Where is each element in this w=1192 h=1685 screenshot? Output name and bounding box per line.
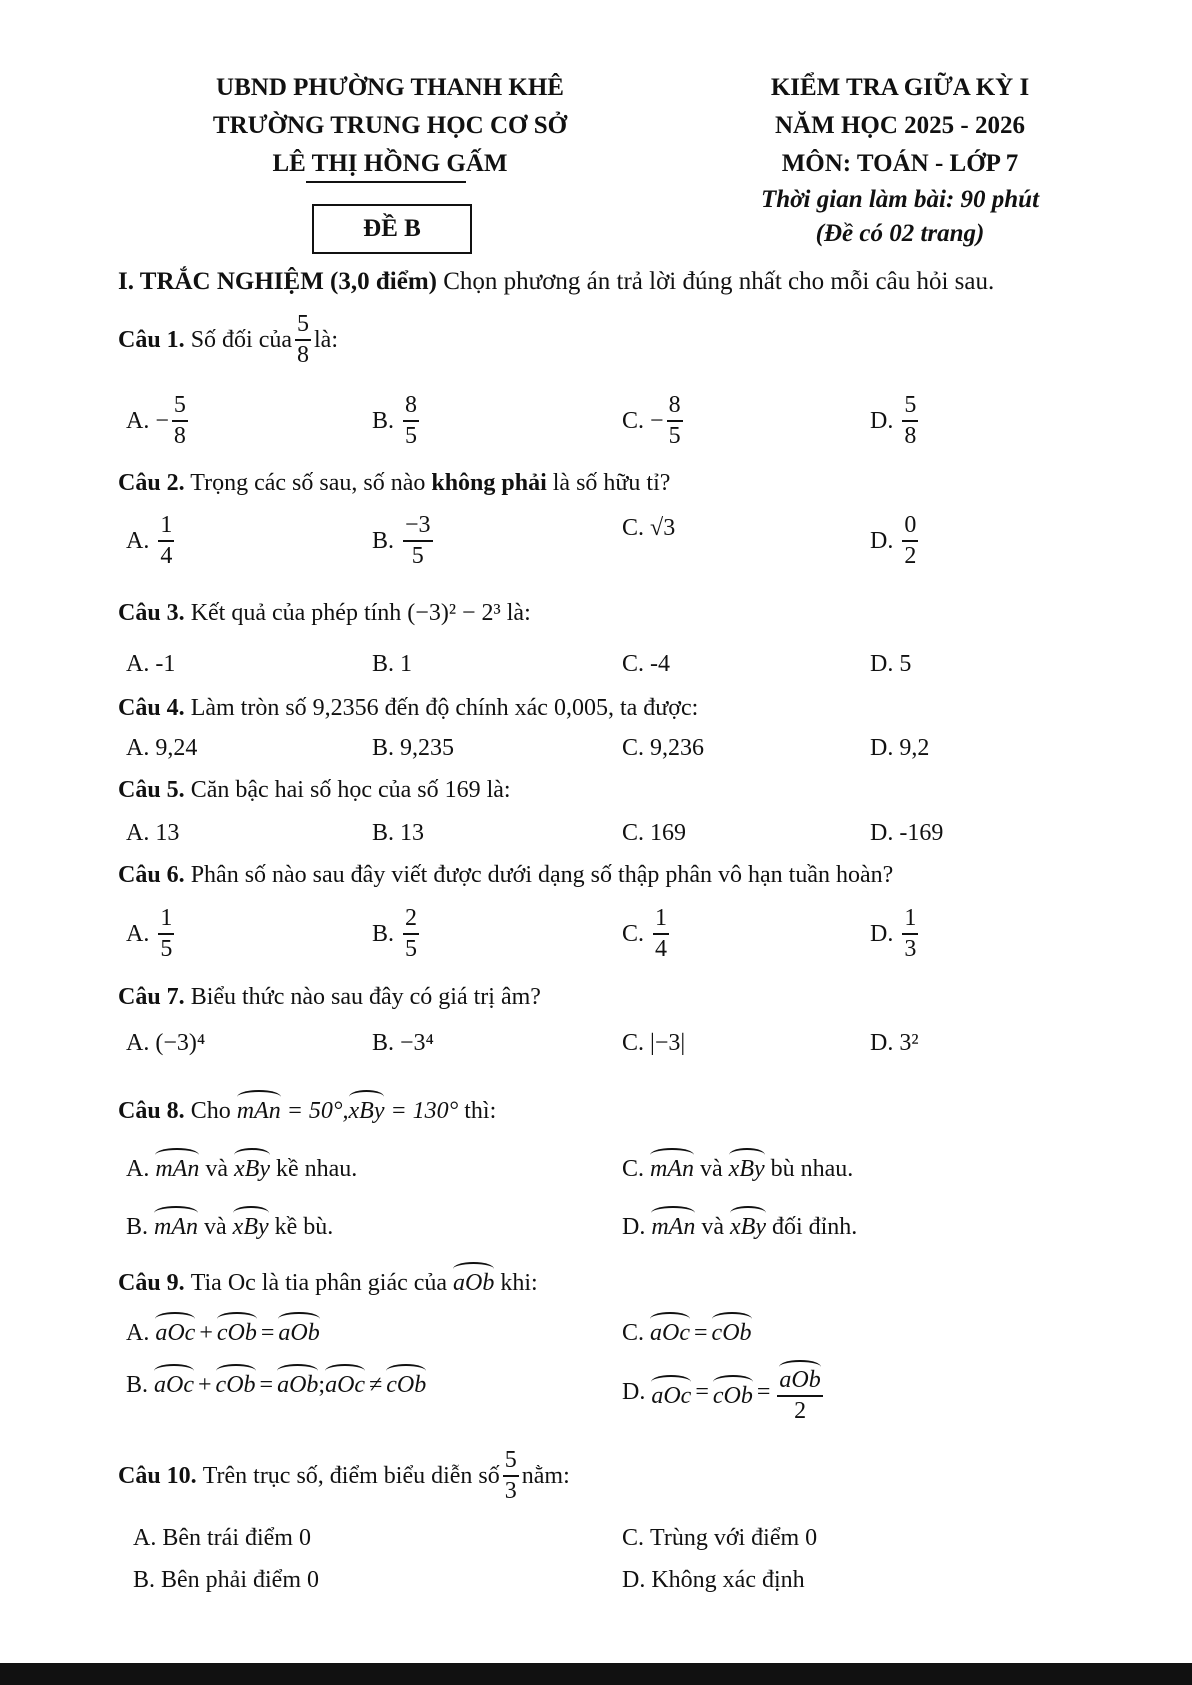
q4-c-value: 9,236 xyxy=(650,735,705,761)
q7-d-label: D. xyxy=(870,1030,894,1056)
q3-c-value: -4 xyxy=(650,651,671,677)
q3-expression: (−3)² − 2³ xyxy=(407,600,501,626)
q8-value-1: = 50°, xyxy=(286,1098,349,1124)
q4-option-d[interactable] xyxy=(870,735,929,762)
q6-b-label: B. xyxy=(372,920,395,947)
q7-b-label: B. xyxy=(372,1030,395,1056)
q2-option-c[interactable] xyxy=(622,515,675,542)
q7-a-label: A. xyxy=(126,1030,150,1056)
q9-d-aob: aOb xyxy=(779,1360,820,1393)
q6-c-frac xyxy=(653,906,669,962)
q9-c-cob: cOb xyxy=(712,1312,752,1347)
q10-d-value: Không xác định xyxy=(651,1567,805,1593)
q1-option-c[interactable] xyxy=(622,393,686,449)
q8-d-label: D. xyxy=(622,1214,646,1240)
q2-bold: không phải xyxy=(431,470,547,496)
q8-d-angle-xby: xBy xyxy=(730,1206,766,1241)
q8-option-b[interactable] xyxy=(126,1206,333,1241)
q8-b-relation: kề bù. xyxy=(274,1214,334,1240)
q3-option-d[interactable] xyxy=(870,651,911,678)
q1-option-a[interactable] xyxy=(126,393,191,449)
q4-b-value: 9,235 xyxy=(400,735,455,761)
q9-option-b[interactable] xyxy=(126,1364,426,1399)
q9-b-aoc: aOc xyxy=(154,1364,194,1399)
exam-code-box: ĐỀ B xyxy=(312,204,472,254)
q8-b-angle-man: mAn xyxy=(154,1206,198,1241)
q1-text-after: là: xyxy=(314,326,339,353)
q8-d-and: và xyxy=(701,1214,724,1240)
q8-label: Câu 8. xyxy=(118,1098,185,1124)
q9-c-aoc: aOc xyxy=(650,1312,690,1347)
q6-d-label: D. xyxy=(870,920,894,947)
q9-c-eq: = xyxy=(694,1320,708,1346)
q3-option-c[interactable] xyxy=(622,651,670,678)
q1-option-b[interactable] xyxy=(372,393,422,449)
q1-a-label: A. xyxy=(126,407,150,434)
q3-option-a[interactable] xyxy=(126,651,175,678)
q1-b-den: 5 xyxy=(405,423,418,450)
q2-b-label: B. xyxy=(372,527,395,554)
q6-d-frac xyxy=(902,906,918,962)
q9-b-cob: cOb xyxy=(216,1364,256,1399)
q8-c-and: và xyxy=(700,1156,723,1182)
q8-c-label: C. xyxy=(622,1156,645,1182)
q5-b-label: B. xyxy=(372,820,395,846)
q3-b-label: B. xyxy=(372,651,395,677)
q1-c-label: C. xyxy=(622,407,645,434)
header-subject: MÔN: TOÁN - LỚP 7 xyxy=(781,150,1019,177)
header-ubnd: UBND PHƯỜNG THANH KHÊ xyxy=(216,74,564,101)
section-instruction: Chọn phương án trả lời đúng nhất cho mỗi câu hỏi sau. xyxy=(443,268,995,295)
question-4 xyxy=(118,695,698,722)
q9-b-label: B. xyxy=(126,1372,149,1398)
q9-b-neq: ≠ xyxy=(369,1372,383,1398)
q5-option-b[interactable] xyxy=(372,820,424,847)
q8-c-angle-man: mAn xyxy=(650,1148,694,1183)
q8-c-relation: bù nhau. xyxy=(770,1156,854,1182)
q9-d-frac xyxy=(777,1360,822,1424)
question-1 xyxy=(118,312,338,368)
q9-option-d[interactable] xyxy=(622,1360,826,1424)
question-2 xyxy=(118,470,670,497)
q9-label: Câu 9. xyxy=(118,1270,185,1296)
q8-a-angle-man: mAn xyxy=(155,1148,199,1183)
q6-b-den: 5 xyxy=(405,936,418,963)
q2-text-before: Trọng các số sau, số nào xyxy=(190,470,426,496)
q2-option-b[interactable] xyxy=(372,513,436,569)
header-pages: (Đề có 02 trang) xyxy=(815,220,985,247)
q8-d-angle-man: mAn xyxy=(651,1206,695,1241)
q7-c-value: |−3| xyxy=(650,1030,686,1056)
q10-b-label: B. xyxy=(133,1567,156,1593)
q9-c-label: C. xyxy=(622,1320,645,1346)
q9-d-eq: = xyxy=(695,1378,709,1405)
q4-b-label: B. xyxy=(372,735,395,761)
q3-text-after: là: xyxy=(506,600,531,626)
q2-text-after: là số hữu tỉ? xyxy=(552,470,671,496)
q4-option-a[interactable] xyxy=(126,735,197,762)
q7-option-c[interactable] xyxy=(622,1030,685,1057)
q1-c-sign: − xyxy=(650,407,664,434)
q7-d-value: 3² xyxy=(899,1030,919,1056)
q9-d-aoc: aOc xyxy=(651,1375,691,1410)
q9-text-after: khi: xyxy=(500,1270,538,1296)
q2-option-a[interactable] xyxy=(126,513,177,569)
q1-frac-den: 8 xyxy=(297,342,310,369)
q3-a-label: A. xyxy=(126,651,150,677)
q1-a-sign: − xyxy=(155,407,169,434)
q1-c-frac xyxy=(667,393,683,449)
q6-label: Câu 6. xyxy=(118,862,185,888)
q9-d-cob: cOb xyxy=(713,1375,753,1410)
q9-b-eq: = xyxy=(259,1372,274,1398)
q4-d-label: D. xyxy=(870,735,894,761)
question-5 xyxy=(118,777,511,804)
header-school-line1: TRƯỜNG TRUNG HỌC CƠ SỞ xyxy=(212,112,568,139)
q2-d-frac xyxy=(902,513,918,569)
q9-a-aoc: aOc xyxy=(155,1312,195,1347)
q10-option-b[interactable] xyxy=(133,1567,319,1594)
q4-d-value: 9,2 xyxy=(899,735,930,761)
q3-a-value: -1 xyxy=(155,651,176,677)
q2-b-num: −3 xyxy=(403,513,433,542)
q3-c-label: C. xyxy=(622,651,645,677)
q10-d-label: D. xyxy=(622,1567,646,1593)
section-title: I. TRẮC NGHIỆM (3,0 điểm) xyxy=(118,268,437,295)
q2-a-frac xyxy=(158,513,174,569)
q6-a-label: A. xyxy=(126,920,150,947)
q4-label: Câu 4. xyxy=(118,695,185,721)
q6-b-num: 2 xyxy=(403,906,419,935)
question-7 xyxy=(118,984,541,1011)
q5-option-c[interactable] xyxy=(622,820,686,847)
q6-a-frac xyxy=(158,906,174,962)
q5-label: Câu 5. xyxy=(118,777,185,803)
q2-b-den: 5 xyxy=(411,543,424,570)
q1-b-frac xyxy=(403,393,419,449)
header-school-year: NĂM HỌC 2025 - 2026 xyxy=(775,112,1025,139)
q8-text-after: thì: xyxy=(464,1098,497,1124)
header-underline xyxy=(306,181,466,183)
q10-text-before: Trên trục số, điểm biểu diễn số xyxy=(202,1462,500,1489)
q5-c-value: 169 xyxy=(650,820,687,846)
q1-d-label: D. xyxy=(870,407,894,434)
q1-a-frac xyxy=(172,393,188,449)
q10-frac-num: 5 xyxy=(503,1448,519,1477)
q10-b-value: Bên phải điểm 0 xyxy=(161,1567,319,1593)
q6-option-d[interactable] xyxy=(870,906,921,962)
q5-option-a[interactable] xyxy=(126,820,179,847)
q4-a-value: 9,24 xyxy=(155,735,198,761)
header-exam-title: KIỂM TRA GIỮA KỲ I xyxy=(770,74,1030,101)
q1-a-den: 8 xyxy=(173,423,186,450)
q1-b-label: B. xyxy=(372,407,395,434)
q9-a-label: A. xyxy=(126,1320,150,1346)
q1-c-num: 8 xyxy=(667,393,683,422)
q8-b-and: và xyxy=(204,1214,227,1240)
q8-option-a[interactable] xyxy=(126,1148,357,1183)
q1-frac-num: 5 xyxy=(295,312,311,341)
q1-c-den: 5 xyxy=(668,423,681,450)
q7-text: Biểu thức nào sau đây có giá trị âm? xyxy=(190,984,541,1010)
q8-option-c[interactable] xyxy=(622,1148,853,1183)
q6-a-num: 1 xyxy=(158,906,174,935)
q2-a-label: A. xyxy=(126,527,150,554)
q8-b-label: B. xyxy=(126,1214,149,1240)
q9-b-semicolon: ; xyxy=(318,1372,326,1398)
q1-a-num: 5 xyxy=(172,393,188,422)
q8-c-angle-xby: xBy xyxy=(729,1148,765,1183)
q10-a-label: A. xyxy=(133,1525,157,1551)
header-school-line2: LÊ THỊ HỒNG GẤM xyxy=(272,150,508,177)
q10-frac-den: 3 xyxy=(504,1478,517,1505)
q7-option-b[interactable] xyxy=(372,1030,434,1057)
q1-d-den: 8 xyxy=(904,423,917,450)
q7-option-a[interactable] xyxy=(126,1030,205,1057)
q9-a-cob: cOb xyxy=(217,1312,257,1347)
q8-a-and: và xyxy=(205,1156,228,1182)
q1-label: Câu 1. xyxy=(118,326,185,353)
scan-bottom-edge xyxy=(0,1663,1192,1685)
q5-option-d[interactable] xyxy=(870,820,943,847)
q2-c-label: C. xyxy=(622,515,645,541)
q1-text-before: Số đối của xyxy=(190,326,293,353)
q1-option-d[interactable] xyxy=(870,393,921,449)
q3-b-value: 1 xyxy=(400,651,413,677)
q7-b-value: −3⁴ xyxy=(400,1030,434,1056)
q8-text-before: Cho xyxy=(190,1098,231,1124)
q6-a-den: 5 xyxy=(160,936,173,963)
q2-label: Câu 2. xyxy=(118,470,185,496)
q9-option-c[interactable] xyxy=(622,1312,752,1347)
q9-option-a[interactable] xyxy=(126,1312,320,1347)
q1-fraction xyxy=(295,312,311,368)
q8-option-d[interactable] xyxy=(622,1206,857,1241)
q6-d-num: 1 xyxy=(902,906,918,935)
q4-option-b[interactable] xyxy=(372,735,454,762)
q2-c-value: √3 xyxy=(650,515,676,541)
q10-option-d[interactable] xyxy=(622,1567,805,1594)
q9-a-eq: = xyxy=(260,1320,275,1346)
q8-a-angle-xby: xBy xyxy=(234,1148,270,1183)
q8-b-angle-xby: xBy xyxy=(233,1206,269,1241)
q7-option-d[interactable] xyxy=(870,1030,919,1057)
q9-a-aob: aOb xyxy=(278,1312,319,1347)
q4-text: Làm tròn số 9,2356 đến độ chính xác 0,005, ta được: xyxy=(190,695,699,721)
q9-angle-aob: aOb xyxy=(453,1262,494,1297)
q5-b-value: 13 xyxy=(400,820,425,846)
q5-d-value: -169 xyxy=(899,820,944,846)
q6-c-label: C. xyxy=(622,920,645,947)
question-6 xyxy=(118,862,893,889)
q2-a-den: 4 xyxy=(160,543,173,570)
question-8 xyxy=(118,1090,496,1125)
q3-d-value: 5 xyxy=(899,651,912,677)
q4-option-c[interactable] xyxy=(622,735,704,762)
q6-text: Phân số nào sau đây viết được dưới dạng số thập phân vô hạn tuần hoàn? xyxy=(190,862,894,888)
q10-c-value: Trùng với điểm 0 xyxy=(650,1525,818,1551)
q3-d-label: D. xyxy=(870,651,894,677)
q7-label: Câu 7. xyxy=(118,984,185,1010)
q3-label: Câu 3. xyxy=(118,600,185,626)
q2-d-den: 2 xyxy=(904,543,917,570)
q8-d-relation: đối đỉnh. xyxy=(771,1214,858,1240)
q9-d-eq-2: = xyxy=(756,1378,771,1405)
q7-a-value: (−3)⁴ xyxy=(155,1030,206,1056)
q9-d-den: 2 xyxy=(794,1398,807,1425)
q8-a-relation: kề nhau. xyxy=(275,1156,358,1182)
question-10 xyxy=(118,1448,570,1504)
section-title-line xyxy=(118,268,994,296)
q2-a-num: 1 xyxy=(158,513,174,542)
q10-a-value: Bên trái điểm 0 xyxy=(162,1525,311,1551)
q9-b-cob-2: cOb xyxy=(386,1364,426,1399)
q9-b-plus: + xyxy=(198,1372,212,1398)
q1-d-frac xyxy=(902,393,918,449)
q5-a-label: A. xyxy=(126,820,150,846)
header-time: Thời gian làm bài: 90 phút xyxy=(760,186,1040,213)
question-9 xyxy=(118,1262,538,1297)
q2-b-frac xyxy=(403,513,433,569)
q1-d-num: 5 xyxy=(902,393,918,422)
q2-d-num: 0 xyxy=(902,513,918,542)
q3-option-b[interactable] xyxy=(372,651,412,678)
q2-option-d[interactable] xyxy=(870,513,921,569)
q8-angle-xby: xBy xyxy=(349,1090,385,1125)
q9-b-aob: aOb xyxy=(277,1364,318,1399)
q7-c-label: C. xyxy=(622,1030,645,1056)
q5-c-label: C. xyxy=(622,820,645,846)
q6-option-a[interactable] xyxy=(126,906,177,962)
q4-c-label: C. xyxy=(622,735,645,761)
q10-c-label: C. xyxy=(622,1525,645,1551)
q5-d-label: D. xyxy=(870,820,894,846)
q5-a-value: 13 xyxy=(155,820,180,846)
q2-d-label: D. xyxy=(870,527,894,554)
q9-text-before: Tia Oc là tia phân giác của xyxy=(190,1270,448,1296)
q10-text-after: nằm: xyxy=(521,1462,570,1489)
q6-option-c[interactable] xyxy=(622,906,672,962)
q9-d-num xyxy=(777,1360,822,1397)
q6-option-b[interactable] xyxy=(372,906,422,962)
q9-d-label: D. xyxy=(622,1378,646,1405)
q1-b-num: 8 xyxy=(403,393,419,422)
q4-a-label: A. xyxy=(126,735,150,761)
q8-a-label: A. xyxy=(126,1156,150,1182)
q6-c-den: 4 xyxy=(655,936,668,963)
q6-d-den: 3 xyxy=(904,936,917,963)
q8-value-2: = 130° xyxy=(390,1098,459,1124)
q9-a-plus: + xyxy=(199,1320,213,1346)
q8-angle-man: mAn xyxy=(237,1090,281,1125)
question-3 xyxy=(118,600,531,627)
q10-option-a[interactable] xyxy=(133,1525,311,1552)
q3-text-before: Kết quả của phép tính xyxy=(190,600,402,626)
q6-c-num: 1 xyxy=(653,906,669,935)
q5-text: Căn bậc hai số học của số 169 là: xyxy=(190,777,511,803)
q9-b-aoc-2: aOc xyxy=(325,1364,365,1399)
q10-label: Câu 10. xyxy=(118,1462,197,1489)
q10-fraction xyxy=(503,1448,519,1504)
q10-option-c[interactable] xyxy=(622,1525,817,1552)
q6-b-frac xyxy=(403,906,419,962)
